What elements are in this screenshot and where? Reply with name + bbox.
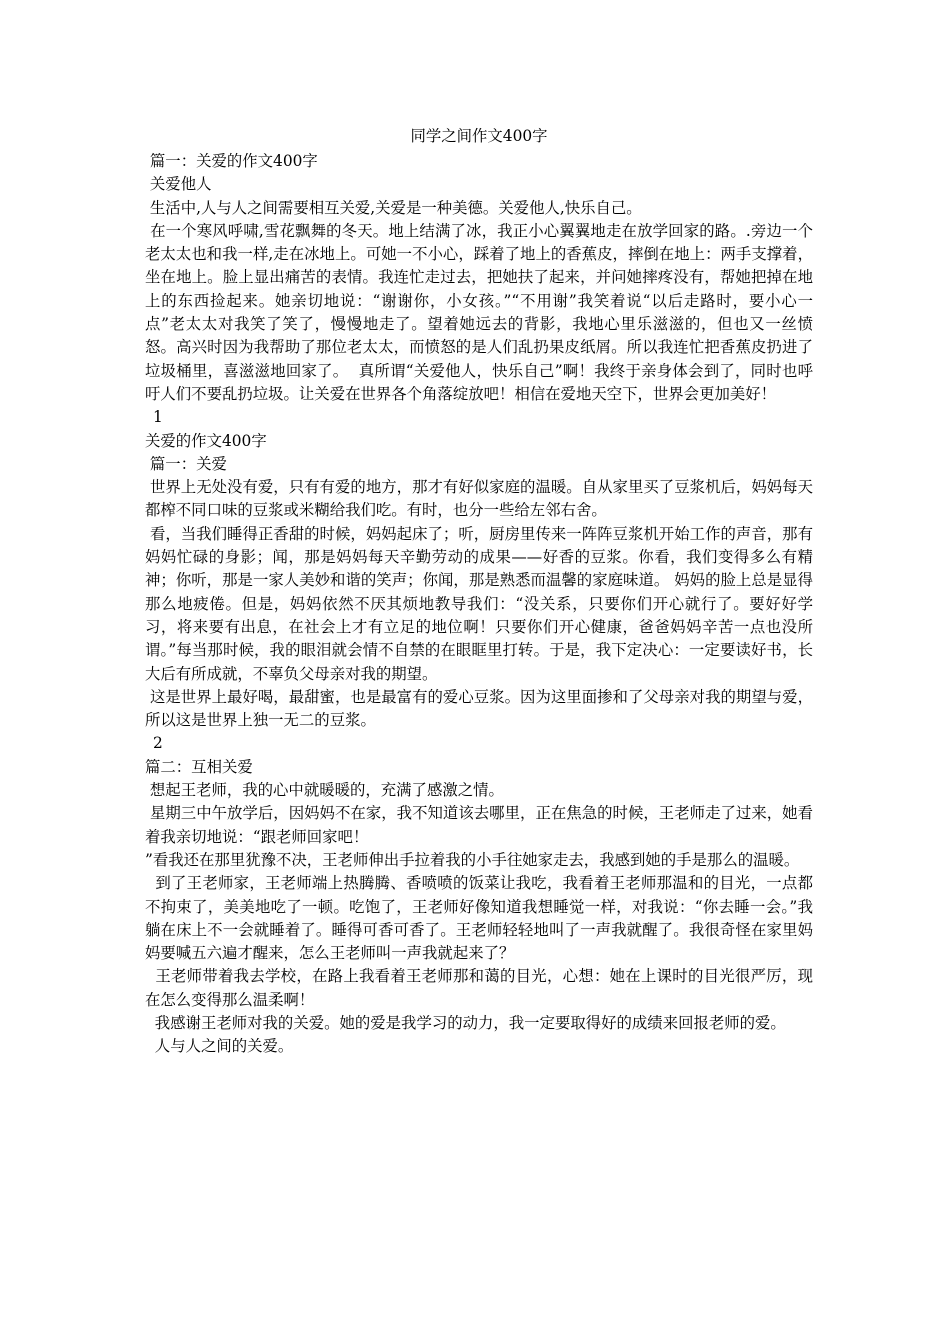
section-heading: 关爱的作文400字: [145, 431, 267, 450]
paragraph: 世界上无处没有爱，只有有爱的地方，那才有好似家庭的温暖。自从家里买了豆浆机后，妈妈每天都榨不同口味的豆浆或米糊给我们吃。有时，也分一些给左邻右舍。: [145, 478, 813, 520]
paragraph: 生活中,人与人之间需要相互关爱,关爱是一种美德。关爱他人,快乐自己。: [145, 198, 642, 217]
section-heading: 篇一：关爱: [145, 454, 227, 473]
paragraph: 我感谢王老师对我的关爱。她的爱是我学习的动力，我一定要取得好的成绩来回报老师的爱。: [145, 1013, 786, 1032]
paragraph: 在一个寒风呼啸,雪花飘舞的冬天。地上结满了冰，我正小心翼翼地走在放学回家的路。.旁边一个老太太也和我一样,走在冰地上。可她一不小心，踩着了地上的香蕉皮，摔倒在地上：两手支撑着，坐在地上。脸上显出痛苦的表情。我连忙走过去，把她扶了起来，并问她摔疼没有，帮她把掉在地上的东西捡起来。她亲切地说：“谢谢你，小女孩。”“不用谢”我笑着说“以后走路时，要小心一点”老太太对我笑了笑了，慢慢地走了。望着她远去的背影，我地心里乐滋滋的，但也又一丝愤怒。高兴时因为我帮助了那位老太太，而愤怒的是人们乱扔果皮纸屑。所以我连忙把香蕉皮扔进了垃圾桶里，喜滋滋地回家了。 真所谓“关爱他人，快乐自己”啊！我终于亲身体会到了，同时也呼吁人们不要乱扔垃圾。让关爱在世界各个角落绽放吧！相信在爱地天空下，世界会更加美好！: [145, 221, 813, 403]
section-heading: 篇一：关爱的作文400字: [145, 152, 318, 170]
paragraph: 王老师带着我去学校，在路上我看着王老师那和蔼的目光，心想：她在上课时的目光很严厉，现在怎么变得那么温柔啊！: [145, 967, 813, 1009]
essay-title: 关爱他人: [145, 175, 212, 194]
paragraph: 这是世界上最好喝，最甜蜜，也是最富有的爱心豆浆。因为这里面掺和了父母亲对我的期望与爱，所以这是世界上独一无二的豆浆。: [145, 687, 813, 730]
paragraph: 看，当我们睡得正香甜的时候，妈妈起床了；听，厨房里传来一阵阵豆浆机开始工作的声音，那有妈妈忙碌的身影；闻，那是妈妈每天辛勤劳动的成果——好香的豆浆。你看，我们变得多么有精神；你听，那是一家人美妙和谐的笑声；你闻，那是熟悉而温馨的家庭味道。 妈妈的脸上总是显得那么地疲倦。但是，妈妈依然不厌其烦地教导我们：“没关系，只要你们开心就行了。要好好学习，将来要有出息，在社会上才有立足的地位啊！只要你们开心健康，爸爸妈妈辛苦一点也没所谓。”每当那时候，我的眼泪就会情不自禁的在眼眶里打转。于是，我下定决心：一定要读好书，长大后有所成就，不辜负父母亲对我的期望。: [145, 524, 813, 683]
page-number: 1: [153, 408, 163, 427]
paragraph: ”看我还在那里犹豫不决，王老师伸出手拉着我的小手往她家走去，我感到她的手是那么的温暖。: [145, 850, 800, 869]
paragraph: 人与人之间的关爱。: [145, 1037, 294, 1056]
paragraph: 到了王老师家，王老师端上热腾腾、香喷喷的饭菜让我吃，我看着王老师那温和的目光，一点都不拘束了，美美地吃了一顿。吃饱了，王老师好像知道我想睡觉一样，对我说：“你去睡一会。”我躺在床上不一会就睡着了。睡得可香可香了。王老师轻轻地叫了一声我就醒了。我很奇怪在家里妈妈要喊五六遍才醒来，怎么王老师叫一声我就起来了？: [145, 874, 813, 963]
section-heading: 篇二：互相关爱: [145, 757, 253, 776]
paragraph: 星期三中午放学后，因妈妈不在家，我不知道该去哪里，正在焦急的时候，王老师走了过来，她看着我亲切地说：“跟老师回家吧！: [145, 804, 813, 846]
document-title: 同学之间作文400字: [410, 127, 548, 145]
page-number: 2: [153, 734, 163, 753]
document-page: [145, 124, 813, 1059]
paragraph: 想起王老师，我的心中就暖暖的，充满了感激之情。: [145, 781, 504, 800]
